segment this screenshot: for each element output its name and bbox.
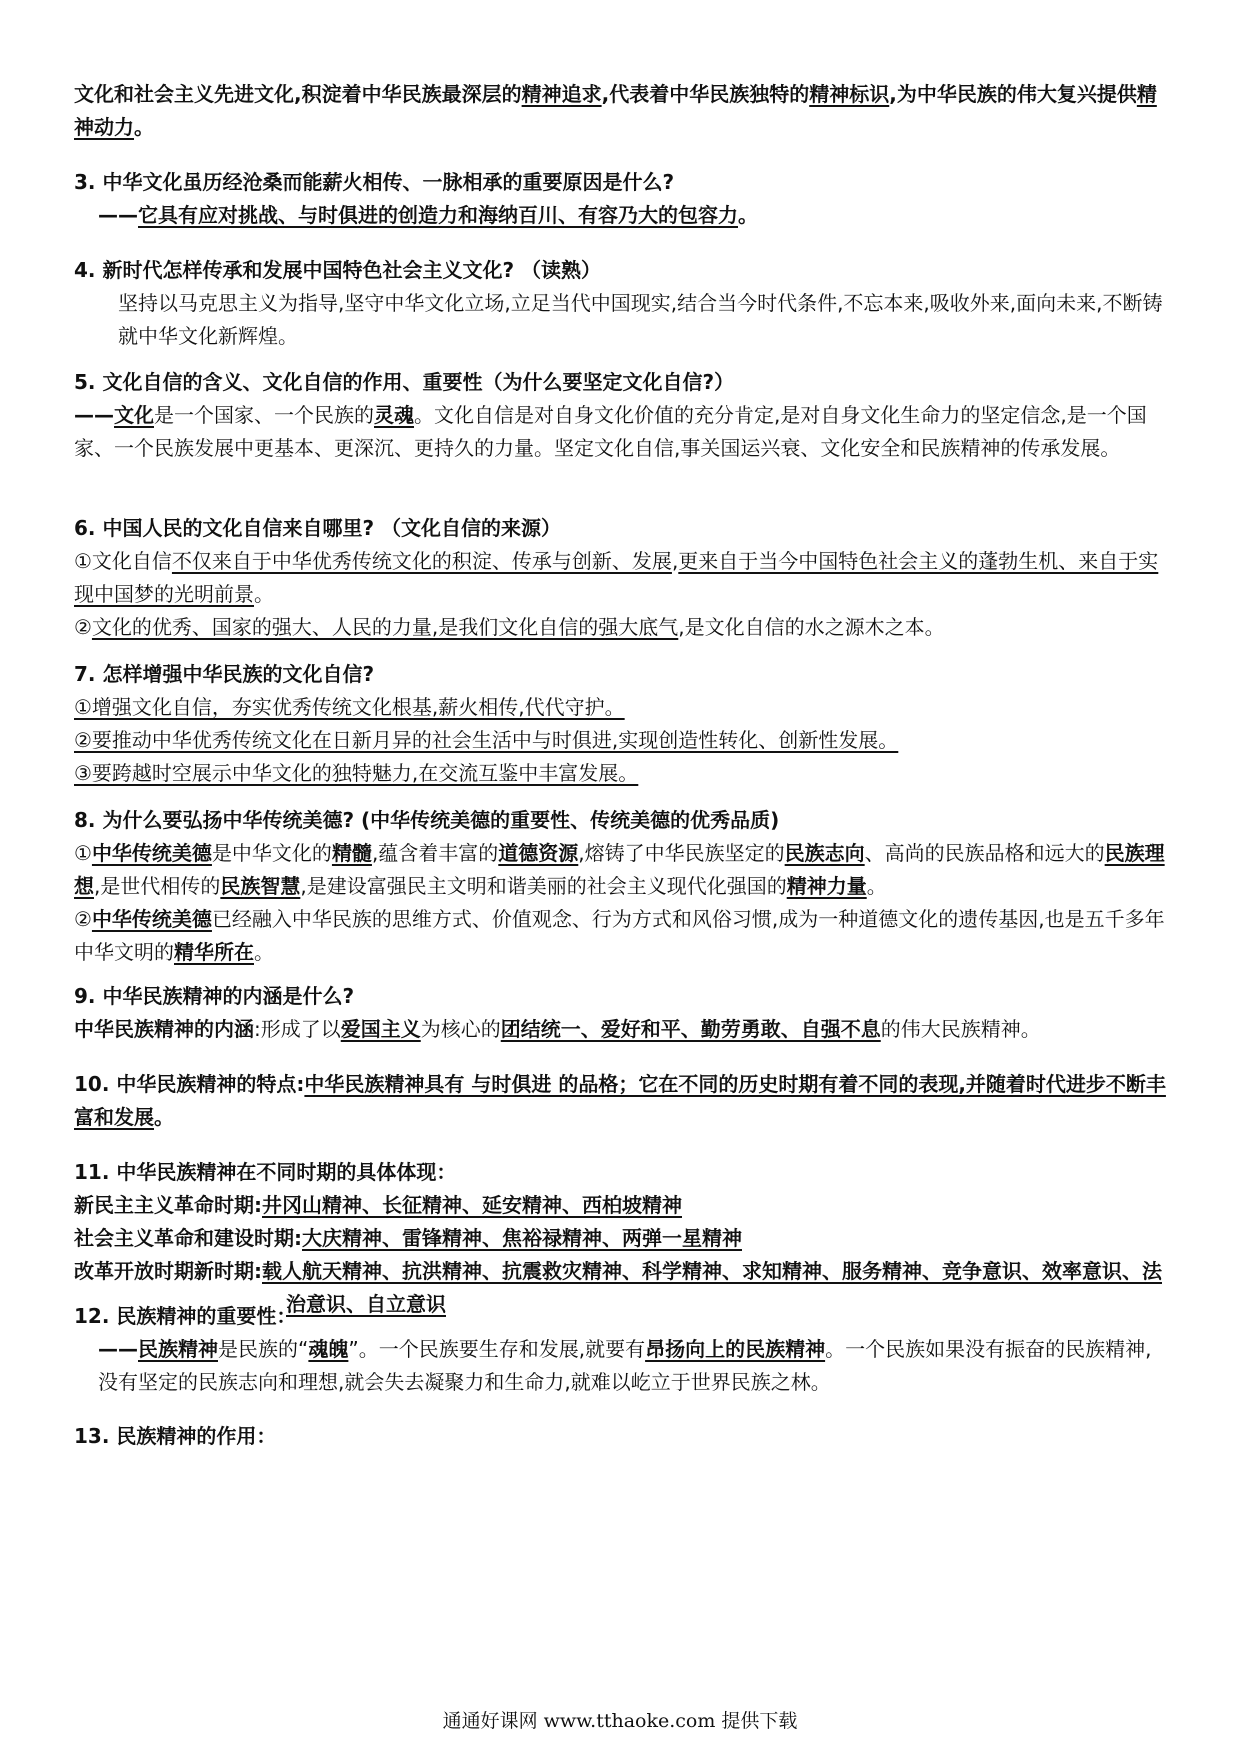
question-heading: 6. 中国人民的文化自信来自哪里? （文化自信的来源） (74, 516, 562, 540)
dash: —— (98, 1337, 138, 1361)
text: :形成了以 (254, 1017, 341, 1041)
dash: —— (74, 403, 114, 427)
question-heading: 5. 文化自信的含义、文化自信的作用、重要性（为什么要坚定文化自信?） (74, 370, 735, 394)
answer-text: 它具有应对挑战、与时俱进的创造力和海纳百川、有容乃大的包容力 (138, 203, 738, 227)
list-item: ③要跨越时空展示中华文化的独特魅力,在交流互鉴中丰富发展。 (74, 761, 639, 785)
text: 。 (154, 1105, 174, 1129)
period-label: 改革开放时期新时期: (74, 1259, 262, 1283)
key-term: 精神追求 (521, 82, 602, 106)
text: 。文化自信是对自身文化价值的充分肯定,是对自身文化生命力的坚定信念,是一个国家、一个民族发展中更基本、更深沉、更持久的力量。坚定文化自信,事关国运兴衰、文化安全和民族精神的传承发展。 (74, 403, 1147, 460)
question-heading: 7. 怎样增强中华民族的文化自信? (74, 662, 375, 686)
key-term: 魂魄 (308, 1337, 349, 1361)
period-value: 大庆精神、雷锋精神、焦裕禄精神、两弹一星精神 (302, 1226, 742, 1250)
question-heading: 8. 为什么要弘扬中华传统美德? (中华传统美德的重要性、传统美德的优秀品质) (74, 808, 780, 832)
text: ,代表着中华民族独特的 (601, 82, 810, 106)
period-value: 载人航天精神、抗洪精神、抗震救灾精神、科学精神、求知精神、服务精神、竞争意识、效率意识、法治意识、自立意识 (262, 1259, 1162, 1316)
text: 。一个民族如果没有振奋的民族精神,没有坚定的民族志向和理想,就会失去凝聚力和生命力,就难以屹立于世界民族之林。 (98, 1337, 1152, 1394)
section-7 (74, 658, 1166, 790)
text: , (671, 549, 679, 573)
section-3 (74, 166, 1166, 232)
question-heading: 3. 中华文化虽历经沧桑而能薪火相传、一脉相承的重要原因是什么? (74, 170, 675, 194)
text: 文化和社会主义先进文化,积淀着中华民族最深层的 (74, 82, 522, 106)
list-item: ②要推动中华优秀传统文化在日新月异的社会生活中与时俱进,实现创造性转化、创新性发展。 (74, 728, 899, 752)
key-term: 道德资源 (498, 841, 579, 865)
key-term: 精神动力 (74, 82, 1157, 139)
key-term: 团结统一、爱好和平、勤劳勇敢、自强不息 (500, 1017, 881, 1041)
key-term: 民族智慧 (220, 874, 301, 898)
text: 。 (254, 940, 274, 964)
text: ,是文化自信的水之源木之本。 (678, 615, 945, 639)
key-term: 灵魂 (374, 403, 414, 427)
text: ① (74, 841, 92, 865)
text: 是中华文化的 (211, 841, 332, 865)
text: ② (74, 615, 92, 639)
question-heading: 9. 中华民族精神的内涵是什么? (74, 984, 355, 1008)
key-term: 民族志向 (784, 841, 865, 865)
section-5 (74, 366, 1166, 465)
answer-text: 坚持以马克思主义为指导,坚守中华文化立场,立足当代中国现实,结合当今时代条件,不忘本来,吸收外来,面向未来,不断铸就中华文化新辉煌。 (118, 291, 1163, 348)
text: ② (74, 907, 92, 931)
key-term: 精华所在 (174, 940, 254, 964)
key-term: 中华传统美德 (91, 907, 212, 931)
key-term: 民族精神 (138, 1337, 218, 1361)
text: ,熔铸了中华民族坚定的 (578, 841, 785, 865)
section-9 (74, 980, 1166, 1046)
text: ,是世代相传的 (94, 874, 221, 898)
text: 。 (134, 115, 154, 139)
footer-source: 通通好课网 www.tthaoke.com 提供下载 (442, 1710, 798, 1732)
text: ①文化自信 (74, 549, 172, 573)
section-13 (74, 1420, 1166, 1453)
key-term: 精神力量 (786, 874, 867, 898)
text: 。 (738, 203, 758, 227)
text: 、高尚的民族品格和远大的 (864, 841, 1105, 865)
key-term: 文化 (114, 403, 154, 427)
underlined-text: 文化的优秀、国家的强大、人民的力量,是我们文化自信的强大底气 (91, 615, 679, 639)
text: ,蕴含着丰富的 (371, 841, 499, 865)
text: ”。一个民族要生存和发展,就要有 (348, 1337, 646, 1361)
question-heading: 10. 中华民族精神的特点: (74, 1072, 305, 1096)
period-label: 社会主义革命和建设时期: (74, 1226, 302, 1250)
question-heading: 11. 中华民族精神在不同时期的具体体现： (74, 1160, 457, 1184)
label: 中华民族精神的内涵 (74, 1017, 254, 1041)
text: ,为中华民族的伟大复兴提供 (889, 82, 1137, 106)
key-term: 爱国主义 (340, 1017, 421, 1041)
section-6 (74, 512, 1166, 644)
section-12 (74, 1300, 1166, 1399)
text: 的伟大民族精神。 (880, 1017, 1041, 1041)
period-value: 井冈山精神、长征精神、延安精神、西柏坡精神 (262, 1193, 682, 1217)
text: 已经融入中华民族的思维方式、价值观念、行为方式和风俗习惯,成为一种道德文化的遗传基因,也是五千多年中华文明的 (74, 907, 1165, 964)
text: 是一个国家、一个民族的 (154, 403, 374, 427)
text: 是民族的“ (218, 1337, 309, 1361)
intro-paragraph (74, 78, 1166, 144)
key-term: 中华传统美德 (91, 841, 212, 865)
text: 为核心的 (420, 1017, 501, 1041)
underlined-text: 更来自于当今中国特色社会主义的蓬勃生机、来自于实现中国梦的光明前景 (74, 549, 1159, 606)
section-11 (74, 1156, 1166, 1321)
list-item: ①增强文化自信，夯实优秀传统文化根基,薪火相传,代代守护。 (74, 695, 625, 719)
question-heading: 13. 民族精神的作用： (74, 1424, 277, 1448)
underlined-text: 不仅来自于中华优秀传统文化的积淀、传承与创新、发展 (171, 549, 672, 573)
question-heading: 4. 新时代怎样传承和发展中国特色社会主义文化? （读熟） (74, 258, 602, 282)
section-4 (74, 254, 1166, 353)
text: 。 (254, 582, 274, 606)
section-8 (74, 804, 1166, 969)
text: ,是建设富强民主文明和谐美丽的社会主义现代化强国的 (300, 874, 787, 898)
question-heading: 12. 民族精神的重要性： (74, 1304, 297, 1328)
key-term: 精髓 (331, 841, 372, 865)
section-10 (74, 1068, 1166, 1134)
key-term: 昂扬向上的民族精神 (645, 1337, 826, 1361)
period-label: 新民主主义革命时期: (74, 1193, 262, 1217)
dash: —— (98, 203, 138, 227)
text: 。 (866, 874, 887, 898)
key-term: 精神标识 (809, 82, 890, 106)
key-term: 民族理想 (74, 841, 1165, 898)
answer-text: 中华民族精神具有 与时俱进 的品格；它在不同的历史时期有着不同的表现,并随着时代进步不断丰富和发展 (74, 1072, 1166, 1129)
